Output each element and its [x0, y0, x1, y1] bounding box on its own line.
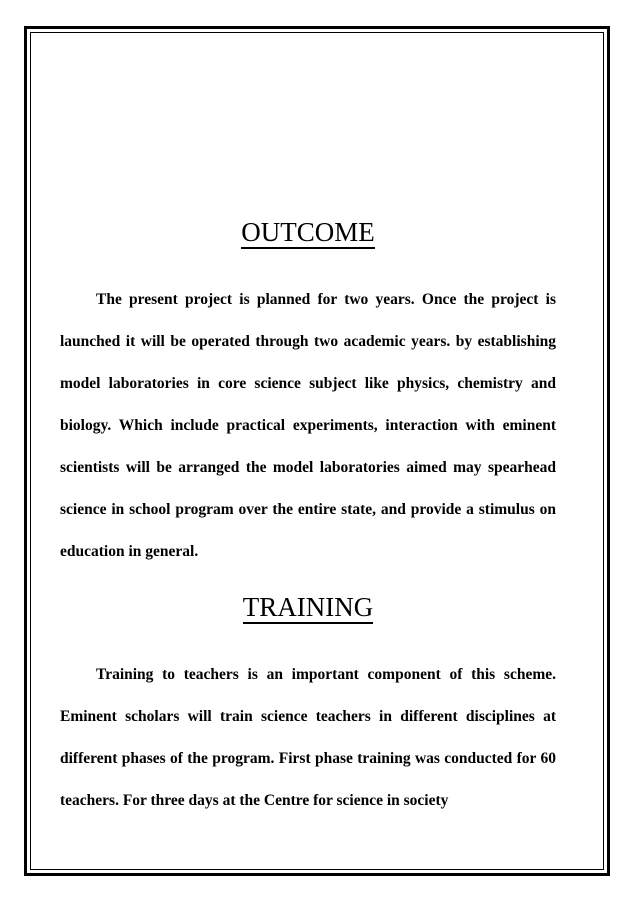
- page-content: [60, 200, 556, 822]
- training-heading-text: TRAINING: [242, 592, 374, 622]
- outcome-heading-text: OUTCOME: [241, 217, 375, 247]
- training-paragraph: Training to teachers is an important component of this scheme. Eminent scholars will train science teachers in different disciplines at different phases of the program. First phase training was conducted for 60 teachers. For three days at the Centre for science in society: [60, 666, 556, 809]
- outcome-paragraph: The present project is planned for two years. Once the project is launched it will be operated through two academic years. by establishing model laboratories in core science subject like physics, chemistry and biology. Which include practical experiments, interaction with eminent scientists will be arranged the model laboratories aimed may spearhead science in school program over the entire state, and provide a stimulus on education in general.: [60, 291, 556, 560]
- outcome-heading: [60, 216, 556, 249]
- training-heading: [60, 591, 556, 624]
